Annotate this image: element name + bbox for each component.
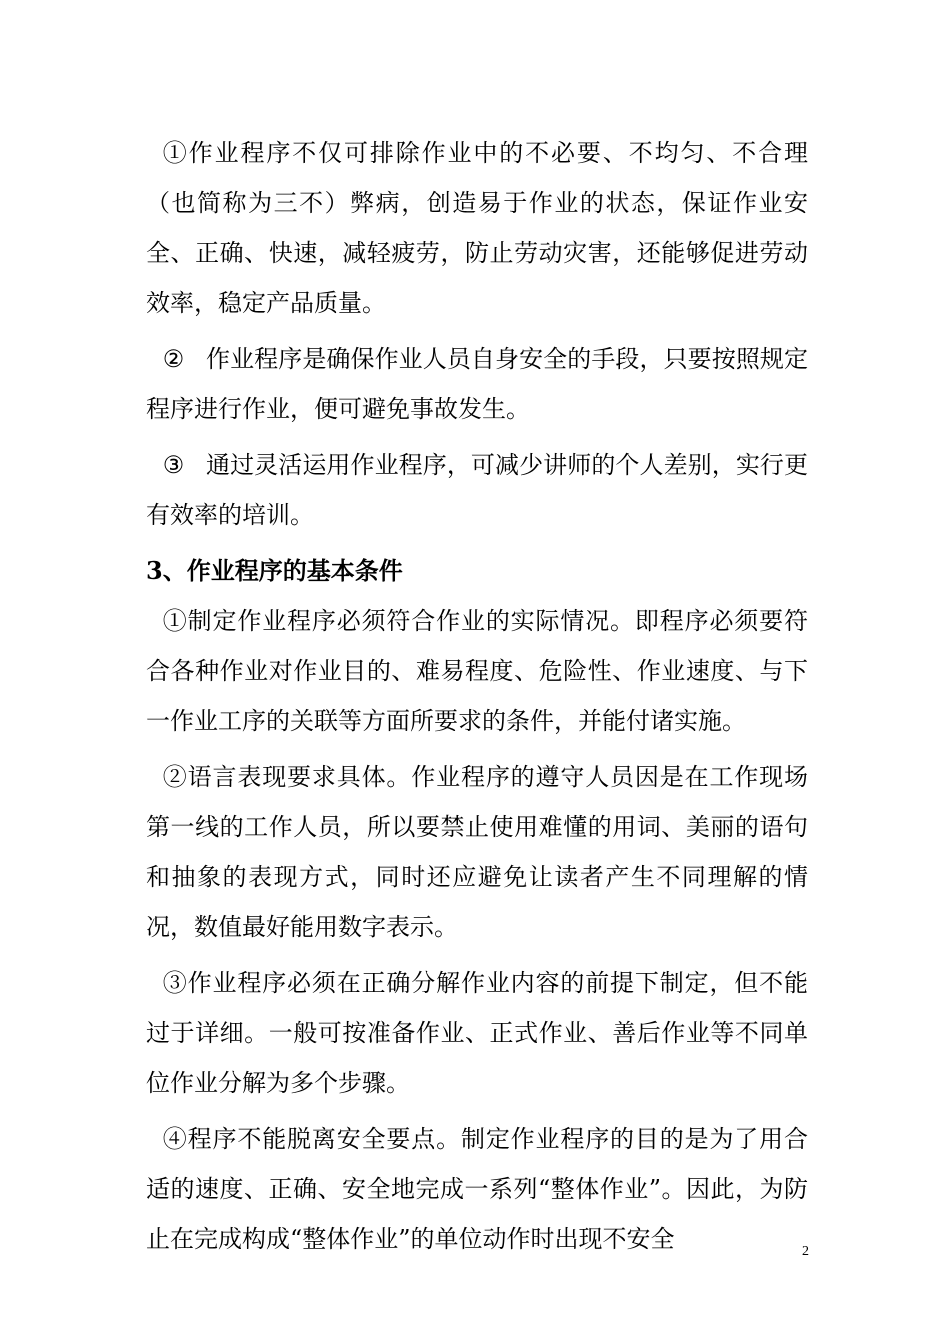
item-number: ③ — [162, 451, 185, 479]
paragraph-benefit-2 — [146, 334, 808, 434]
item-number: ② — [162, 345, 185, 373]
paragraph-benefit-1: ①作业程序不仅可排除作业中的不必要、不均匀、不合理（也简称为三不）弊病，创造易于作业的状态，保证作业安全、正确、快速，减轻疲劳，防止劳动灾害，还能够促进劳动效率，稳定产品质量。 — [146, 139, 808, 317]
paragraph-condition-4: ④程序不能脱离安全要点。制定作业程序的目的是为了用合适的速度、正确、安全地完成一系列“整体作业”。因此，为防止在完成构成“整体作业”的单位动作时出现不安全 — [146, 1125, 808, 1253]
page-number: 2 — [802, 1244, 809, 1259]
paragraph-condition-2: ②语言表现要求具体。作业程序的遵守人员因是在工作现场第一线的工作人员，所以要禁止使用难懂的用词、美丽的语句和抽象的表现方式，同时还应避免让读者产生不同理解的情况，数值最好能用数字表示。 — [146, 763, 808, 941]
document-page — [146, 128, 808, 1270]
paragraph-condition-3: ③作业程序必须在正确分解作业内容的前提下制定，但不能过于详细。一般可按准备作业、正式作业、善后作业等不同单位作业分解为多个步骤。 — [146, 969, 808, 1097]
section-heading: 3、作业程序的基本条件 — [146, 556, 403, 585]
paragraph-condition-1: ①制定作业程序必须符合作业的实际情况。即程序必须要符合各种作业对作业目的、难易程度、危险性、作业速度、与下一作业工序的关联等方面所要求的条件，并能付诸实施。 — [146, 607, 808, 735]
item-text: 通过灵活运用作业程序，可减少讲师的个人差别，实行更有效率的培训。 — [146, 451, 809, 529]
item-text: 作业程序是确保作业人员自身安全的手段，只要按照规定程序进行作业，便可避免事故发生。 — [146, 345, 809, 423]
paragraph-benefit-3 — [146, 440, 808, 540]
